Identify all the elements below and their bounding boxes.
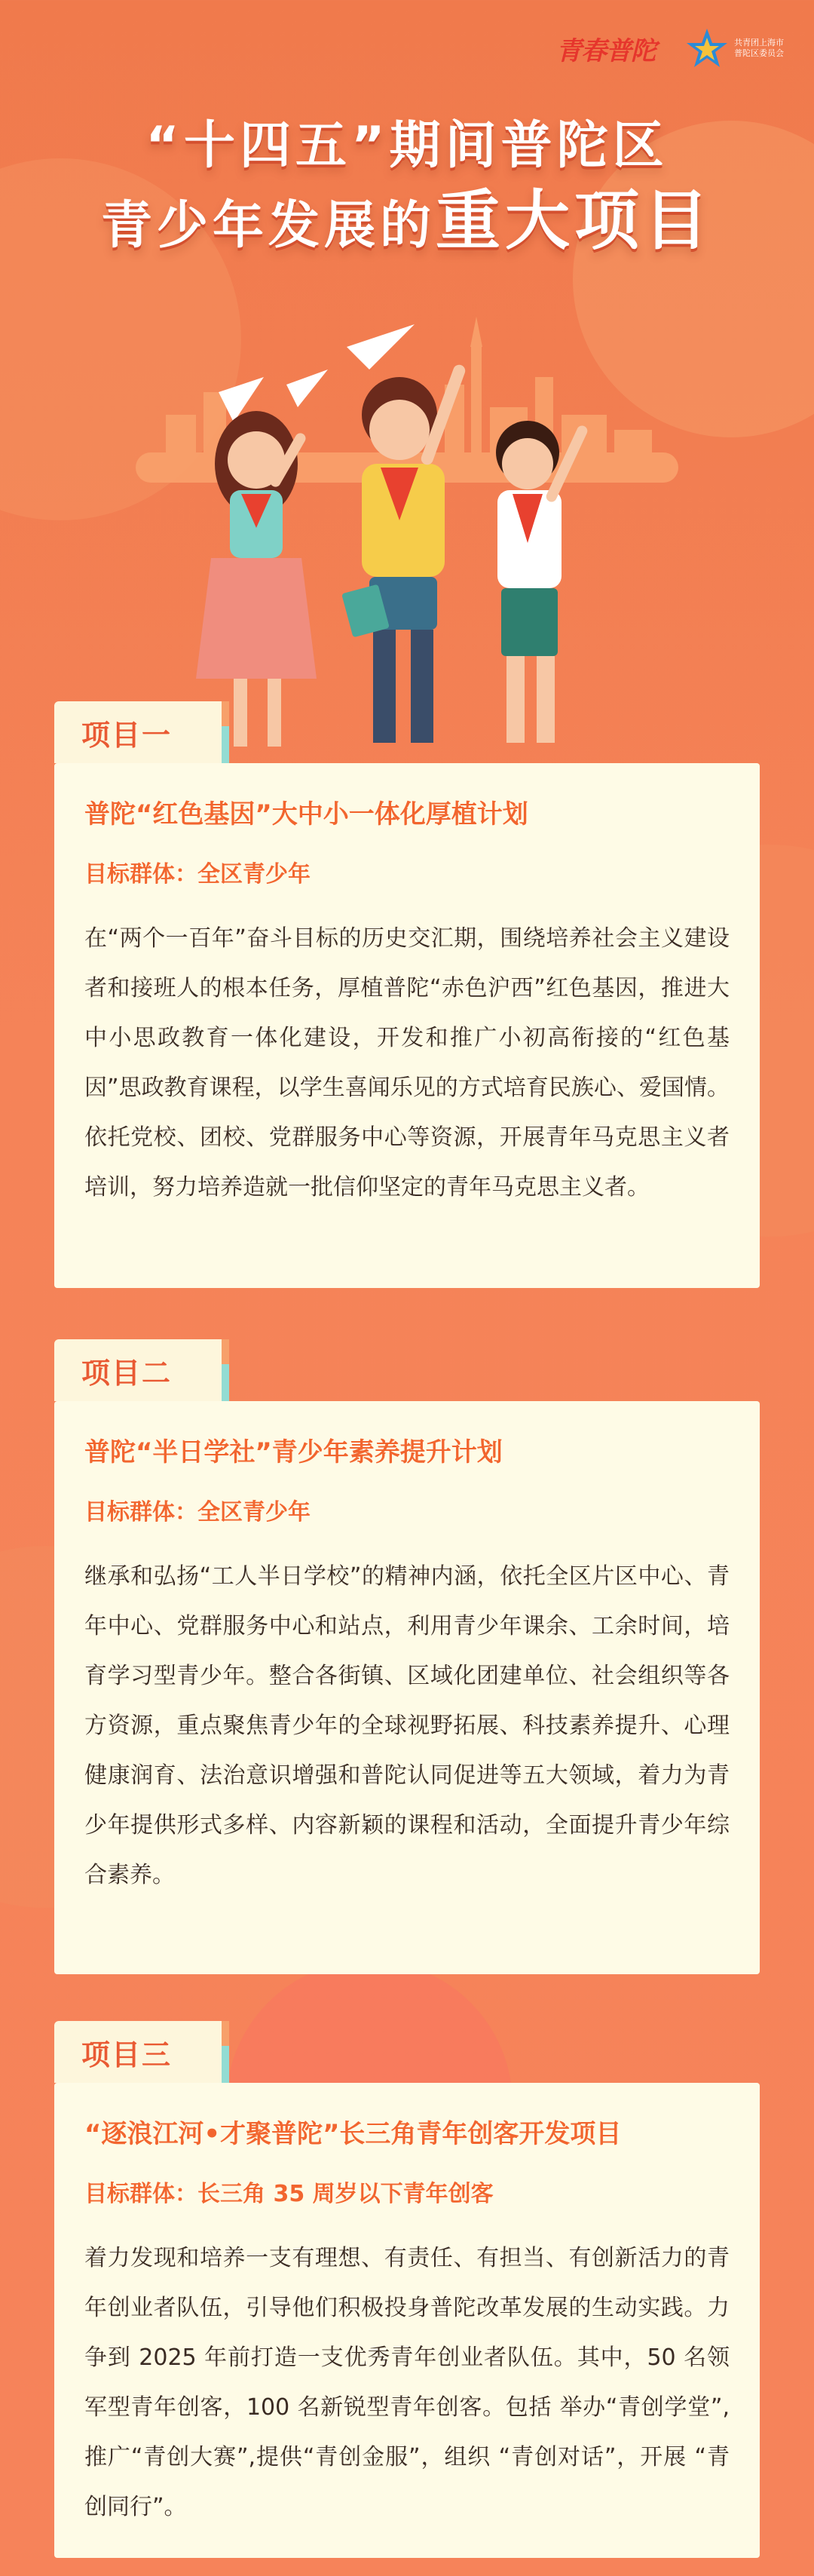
title-line-2-part2: 重大项目 [436,183,713,259]
project-tag-1: 项目一 [54,701,229,763]
header-logos [556,27,784,69]
project-title: 普陀“半日学社”青少年素养提升计划 [84,1437,503,1467]
project-body: 着力发现和培养一支有理想、有责任、有担当、有创新活力的青年创业者队伍，引导他们积极投身普陀改革发展的生动实践。力争到 2025 年前打造一支优秀青年创业者队伍。其中，50 名领军型青年创客，100 名新锐型青年创客。包括 举办“青创学堂”,推广“青创大赛”,提供“青创金服”，组织 “青创对话”，开展 “青创同行”。 [84,2244,730,2520]
youth-league-logo [686,27,784,69]
project-tag-3: 项目三 [54,2021,229,2083]
logo-line: 共青团上海市 [734,37,784,48]
title-line-2 [0,179,814,264]
project-target: 目标群体：全区青少年 [84,1498,311,1526]
project-title: “逐浪江河•才聚普陀”长三角青年创客开发项目 [84,2119,622,2149]
star-icon [686,27,728,69]
title-line-2-part1: 青少年发展的 [100,196,436,256]
project-target: 目标群体：全区青少年 [84,860,311,888]
project-body: 在“两个一百年”奋斗目标的历史交汇期，围绕培养社会主义建设者和接班人的根本任务，厚植普陀“赤色沪西”红色基因，推进大中小思政教育一体化建设，开发和推广小初高衔接的“红色基因”思政教育课程，以学生喜闻乐见的方式培育民族心、爱国情。依托党校、团校、党群服务中心等资源，开展青年马克思主义者培训，努力培养造就一批信仰坚定的青年马克思主义者。 [84,925,730,1201]
project-card-1 [54,763,760,1288]
project-body: 继承和弘扬“工人半日学校”的精神内涵，依托全区片区中心、青年中心、党群服务中心和站点，利用青少年课余、工余时间，培育学习型青少年。整合各街镇、区域化团建单位、社会组织等各方资源，重点聚焦青少年的全球视野拓展、科技素养提升、心理健康润育、法治意识增强和普陀认同促进等五大领域，着力为青少年提供形式多样、内容新颖的课程和活动，全面提升青少年综合素养。 [84,1562,730,1888]
title-line-1: “十四五”期间普陀区 [145,116,669,176]
logo-line: 普陀区委员会 [734,48,784,58]
students-illustration [121,302,693,769]
project-card-3 [54,2083,760,2558]
project-card-2 [54,1401,760,1974]
project-tag-2: 项目二 [54,1339,229,1401]
project-target: 目标群体：长三角 35 周岁以下青年创客 [84,2180,494,2207]
page-title [0,113,814,264]
qingchun-putuo-logo: 青春普陀 [556,35,656,66]
project-title: 普陀“红色基因”大中小一体化厚植计划 [84,799,528,830]
